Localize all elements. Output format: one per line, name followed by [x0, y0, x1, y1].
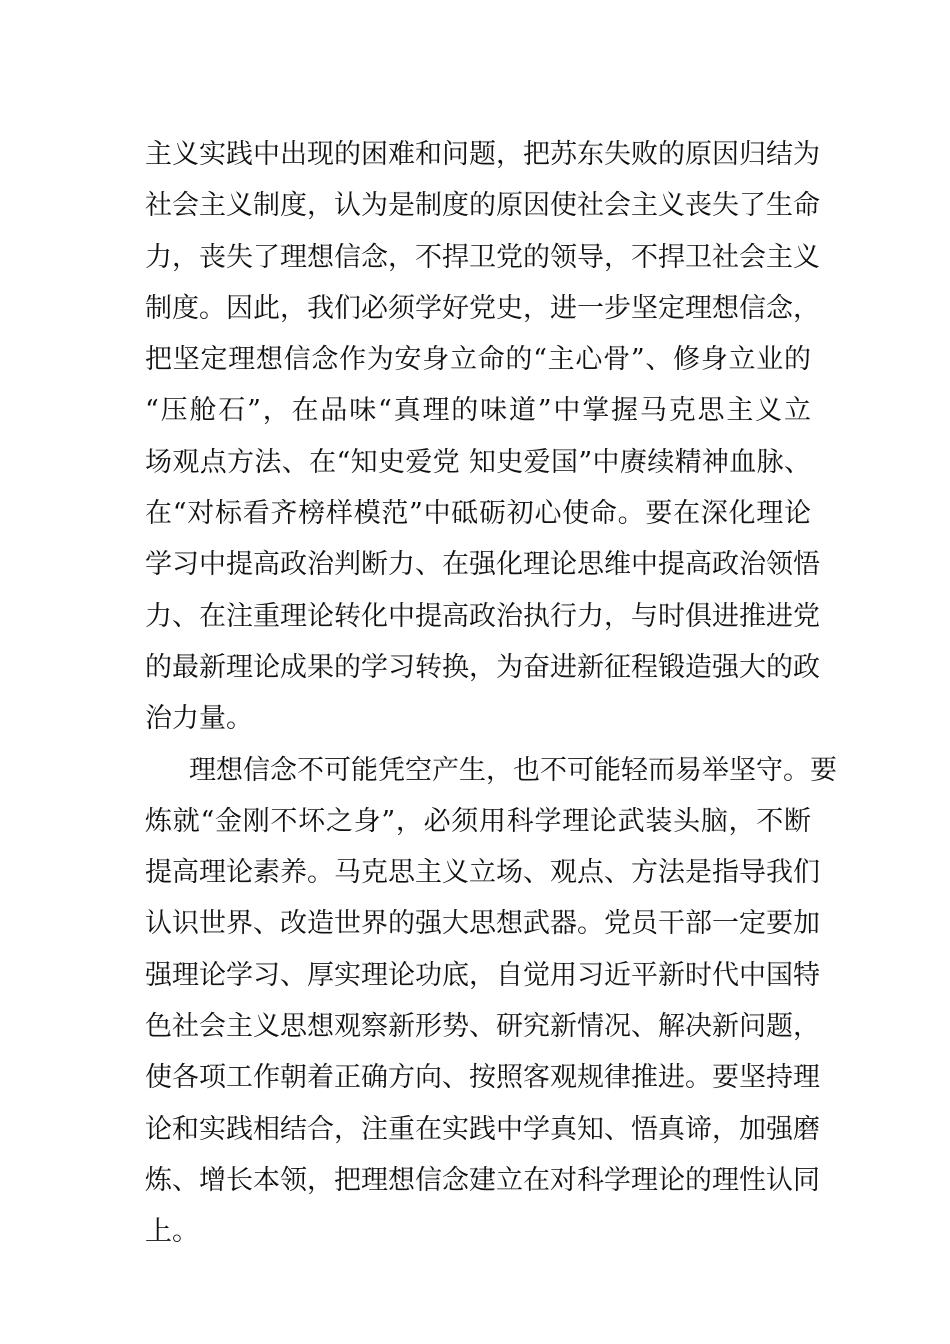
text-line: 强理论学习、厚实理论功底，自觉用习近平新时代中国特	[145, 959, 820, 991]
text-line: 力，丧失了理想信念，不捍卫党的领导，不捍卫社会主义	[145, 241, 820, 273]
text-line: 场观点方法、在“知史爱党 知史爱国”中赓续精神血脉、	[145, 446, 811, 478]
text-line: 主义实践中出现的困难和问题，把苏东失败的原因归结为	[145, 139, 820, 170]
text-line: 认识世界、改造世界的强大思想武器。党员干部一定要加	[145, 908, 820, 940]
text-line: 上。	[145, 1216, 199, 1248]
text-line: 色社会主义思想观察新形势、研究新情况、解决新问题，	[145, 1011, 820, 1043]
text-line: 学习中提高政治判断力、在强化理论思维中提高政治领悟	[145, 549, 820, 581]
text-line: 炼就“金刚不坏之身”，必须用科学理论武装头脑，不断	[145, 805, 811, 837]
text-line: “压舱石”，在品味“真理的味道”中掌握马克思主义立	[145, 395, 811, 427]
text-line: 论和实践相结合，注重在实践中学真知、悟真谛，加强磨	[145, 1113, 820, 1145]
paragraph-2	[145, 745, 837, 1258]
text-line: 理想信念不可能凭空产生，也不可能轻而易举坚守。要	[189, 754, 837, 786]
paragraph-1	[145, 129, 820, 745]
text-line: 提高理论素养。马克思主义立场、观点、方法是指导我们	[145, 857, 820, 889]
text-line: 在“对标看齐榜样模范”中砥砺初心使命。要在深化理论	[145, 498, 811, 530]
text-line: 治力量。	[145, 703, 253, 735]
body-text	[145, 129, 837, 1258]
text-line: 炼、增长本领，把理想信念建立在对科学理论的理性认同	[145, 1164, 820, 1196]
text-line: 的最新理论成果的学习转换，为奋进新征程锻造强大的政	[145, 651, 820, 683]
text-line: 把坚定理想信念作为安身立命的“主心骨”、修身立业的	[145, 344, 811, 376]
text-line: 制度。因此，我们必须学好党史，进一步坚定理想信念，	[145, 292, 820, 324]
text-line: 使各项工作朝着正确方向、按照客观规律推进。要坚持理	[145, 1062, 820, 1094]
text-line: 力、在注重理论转化中提高政治执行力，与时俱进推进党	[145, 600, 820, 632]
text-line: 社会主义制度，认为是制度的原因使社会主义丧失了生命	[145, 190, 820, 222]
